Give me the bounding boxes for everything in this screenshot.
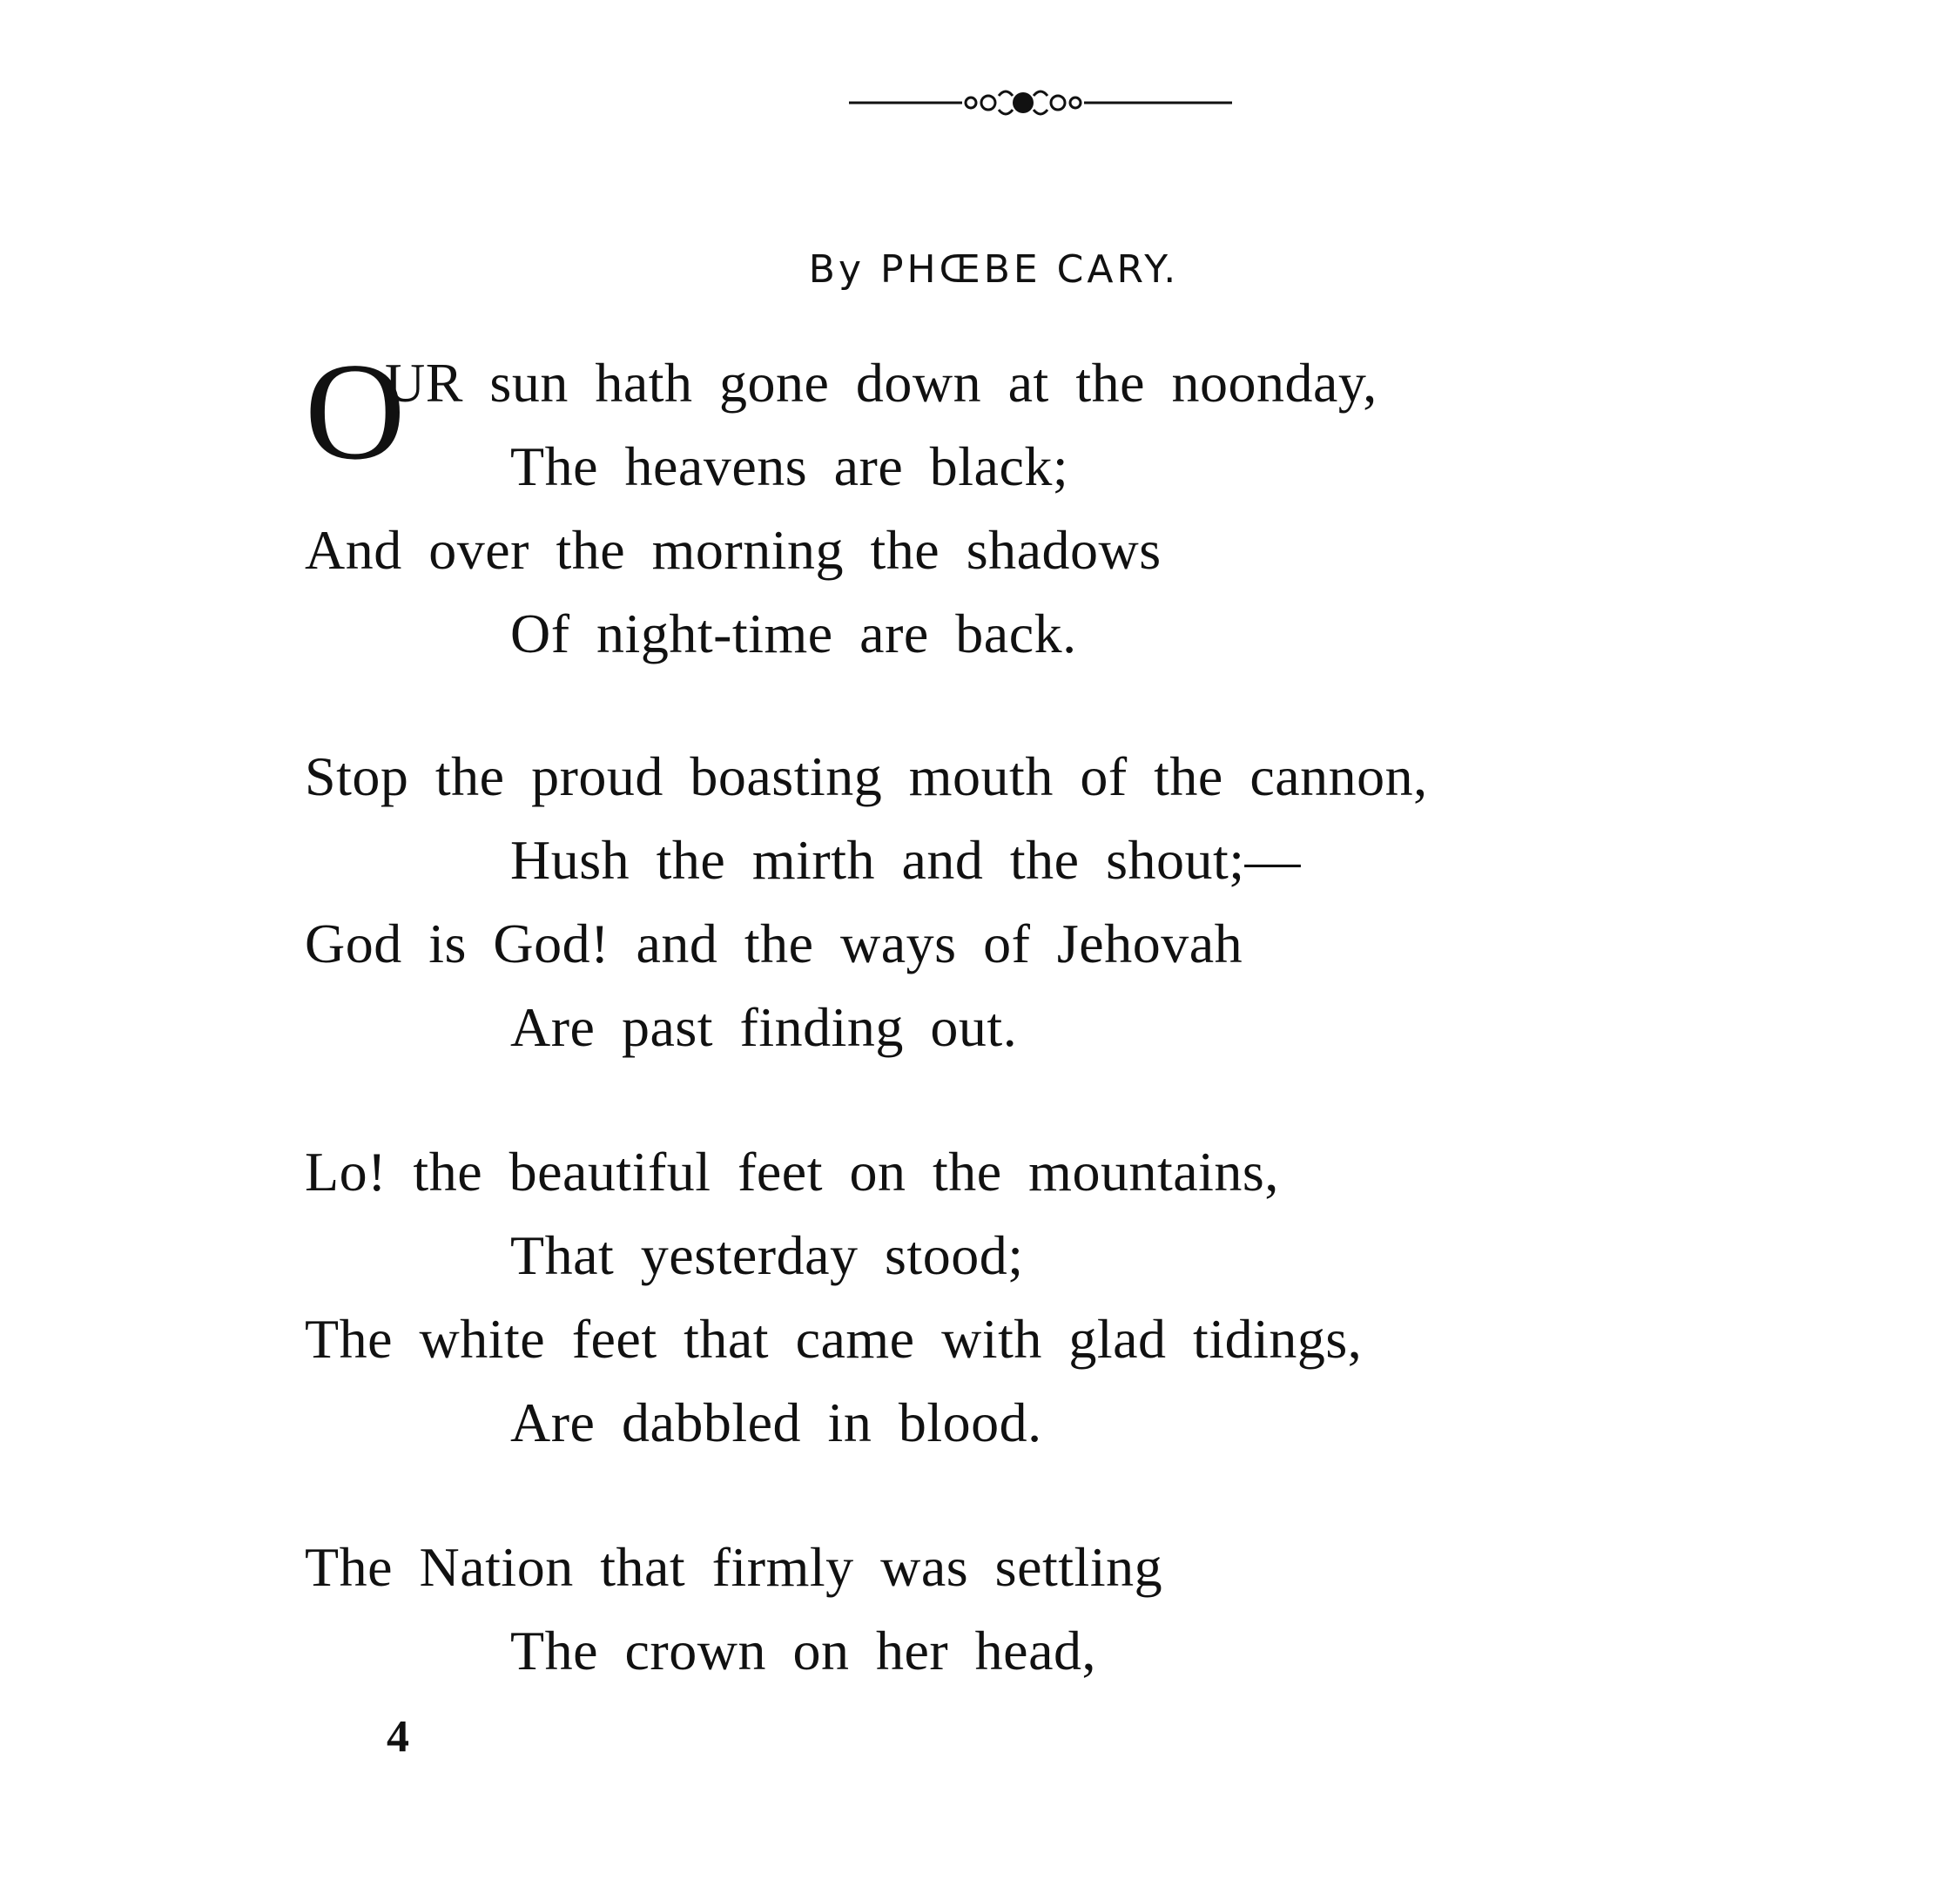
poem-line: Lo! the beautiful feet on the mountains,: [305, 1141, 1279, 1203]
poem-line: And over the morning the shadows: [305, 519, 1162, 581]
poem-line: The crown on her head,: [510, 1620, 1096, 1681]
poem-line: The heavens are black;: [510, 435, 1069, 497]
poem-line: Are past finding out.: [510, 996, 1018, 1058]
poem-line: Are dabbled in blood.: [510, 1391, 1042, 1453]
drop-cap: O: [305, 334, 406, 489]
poem-line: Stop the proud boasting mouth of the cannon,: [305, 745, 1428, 807]
poem: [305, 0, 1785, 1880]
byline: By PHŒBE CARY.: [808, 247, 1180, 292]
poem-line: The Nation that firmly was settling: [305, 1536, 1163, 1598]
poem-line: That yesterday stood;: [510, 1224, 1024, 1286]
poem-line: Of night-time are back.: [510, 603, 1077, 664]
page-number: 4: [387, 1712, 409, 1762]
poem-line: Hush the mirth and the shout;—: [510, 829, 1302, 891]
poem-line: UR sun hath gone down at the noonday,: [385, 352, 1377, 414]
poem-line: The white feet that came with glad tidings,: [305, 1308, 1363, 1370]
poem-line: God is God! and the ways of Jehovah: [305, 913, 1243, 974]
